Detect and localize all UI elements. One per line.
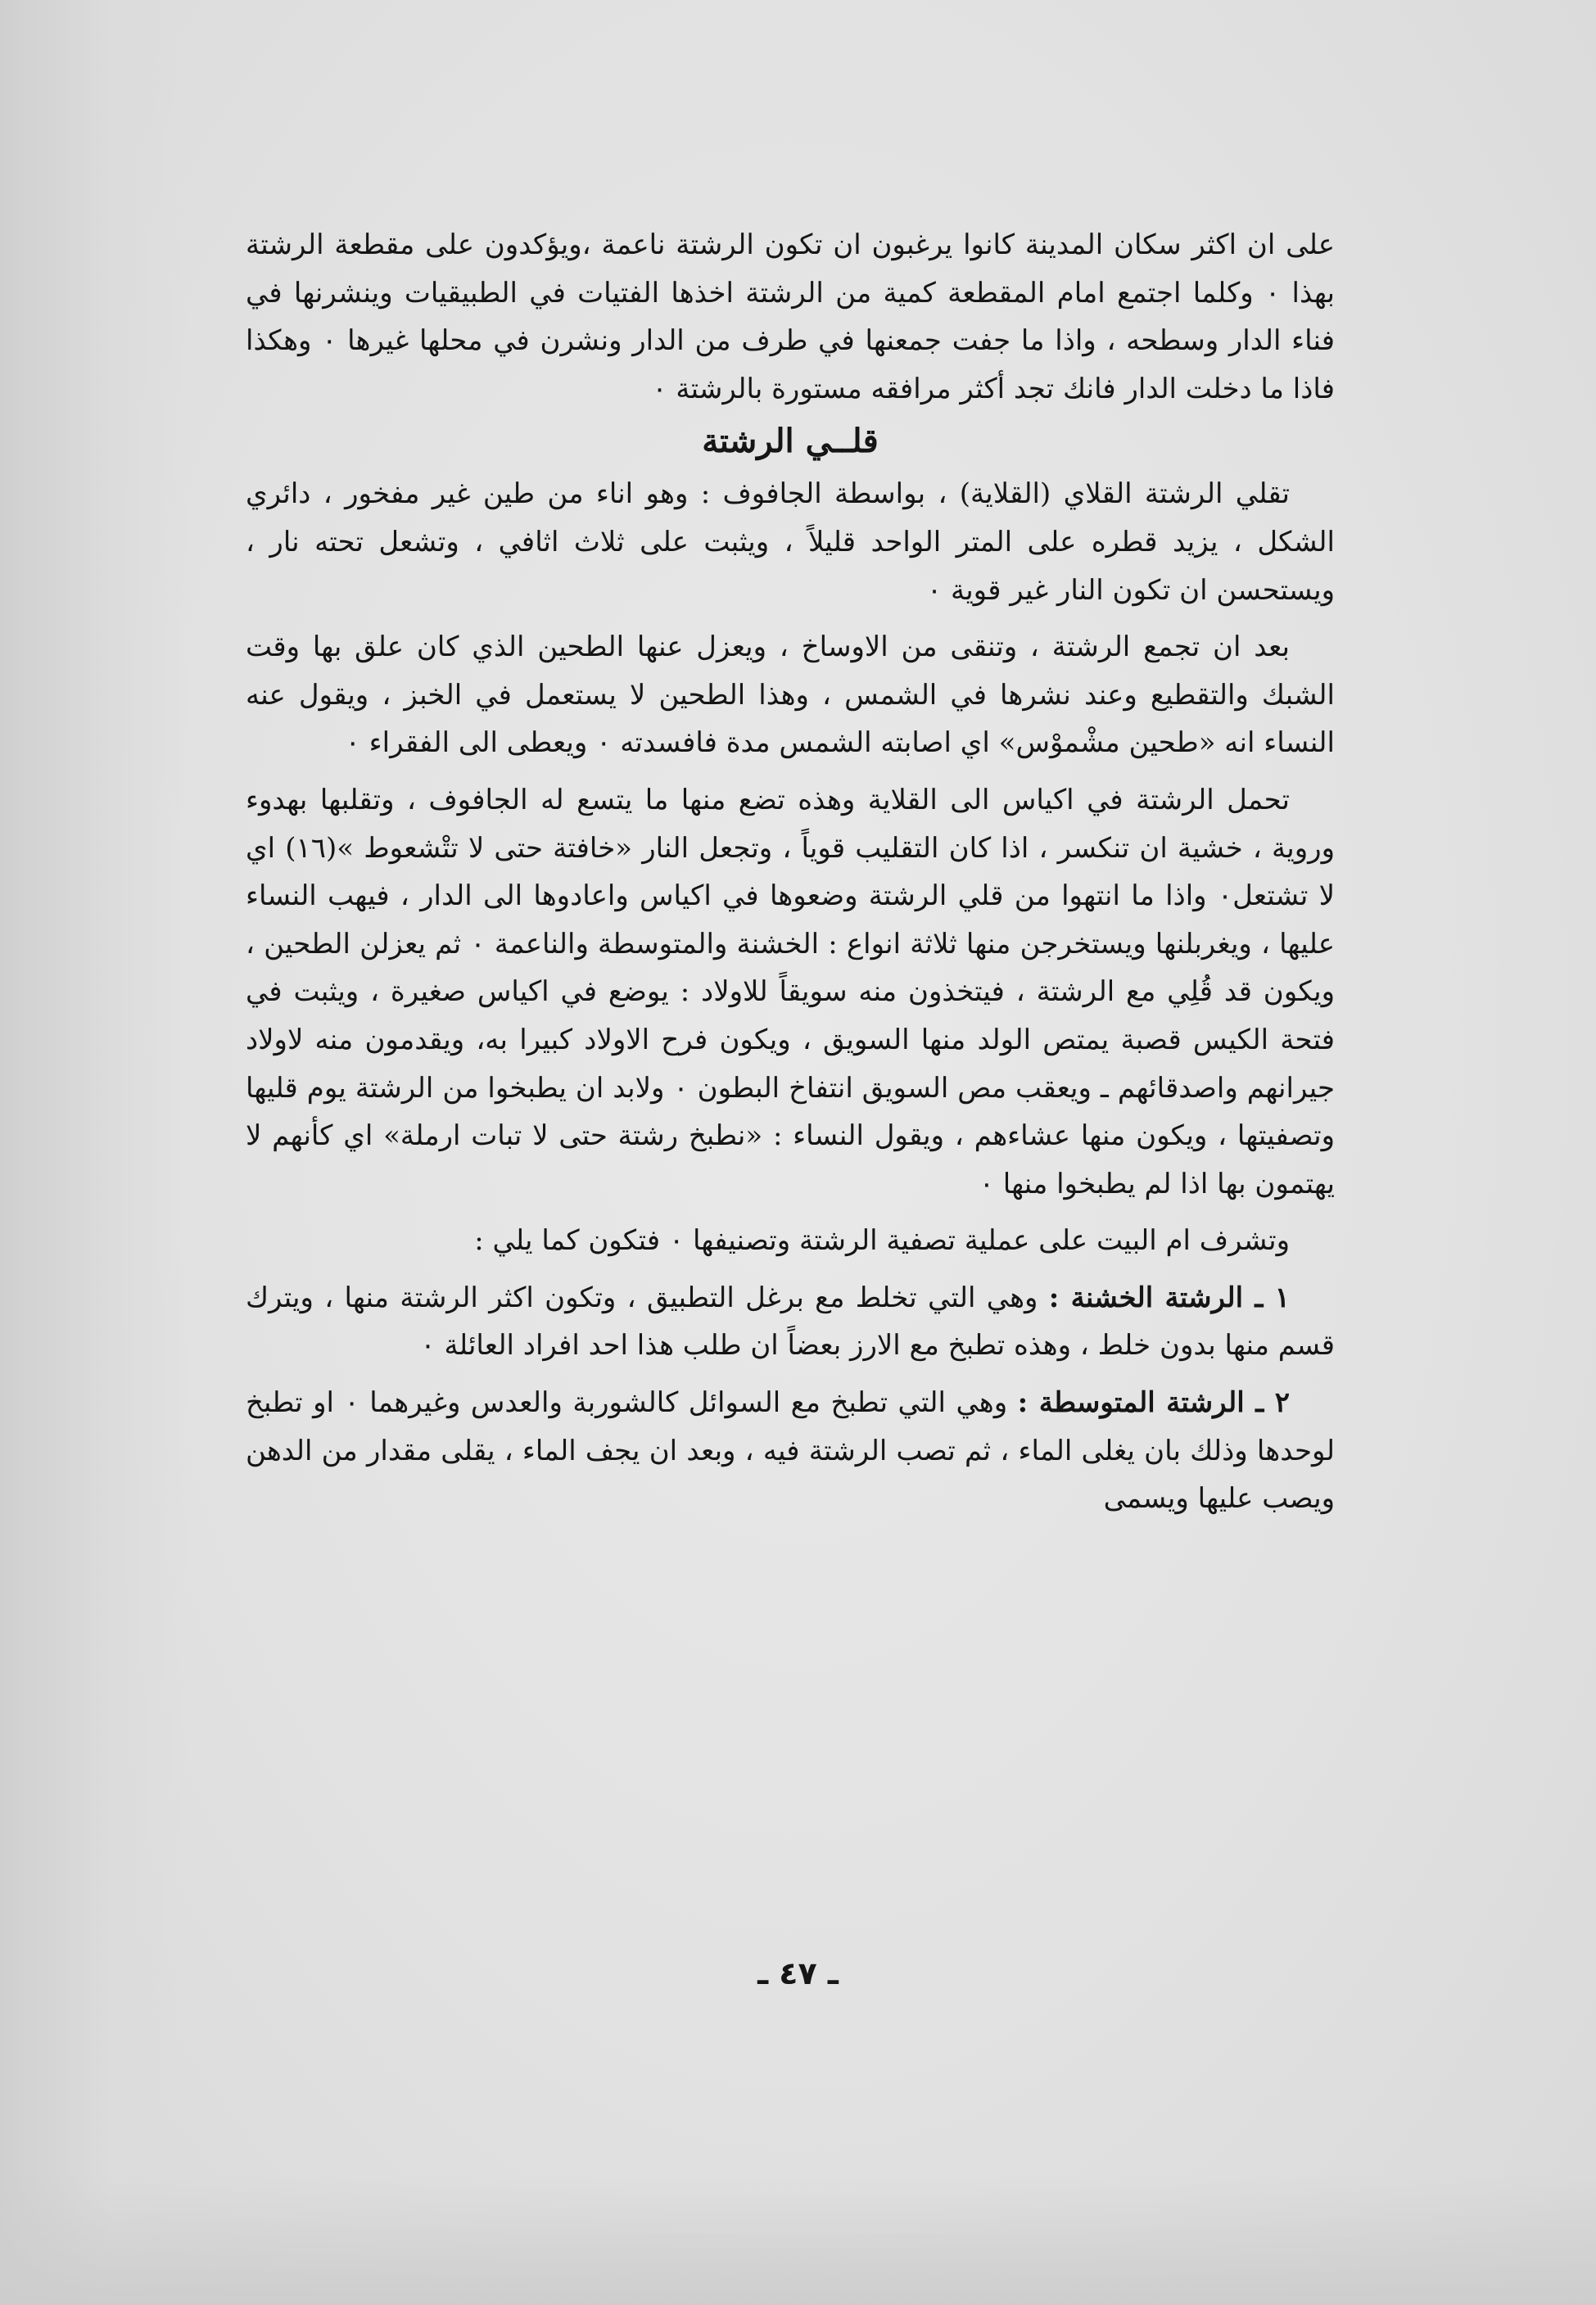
page-body bbox=[246, 221, 1335, 1523]
scan-shadow-bottom bbox=[0, 2174, 1596, 2305]
list-item-coarse-text: وهي التي تخلط مع برغل التطبيق ، وتكون اكثر الرشتة منها ، ويترك قسم منها بدون خلط ، وهذه تطبخ مع الارز بعضاً ان طلب هذا احد افراد العائلة ٠ bbox=[246, 1281, 1335, 1363]
list-item-medium-title: ٢ ـ الرشتة المتوسطة : bbox=[1017, 1386, 1291, 1420]
list-item-coarse bbox=[246, 1274, 1335, 1370]
paragraph-process: تحمل الرشتة في اكياس الى القلاية وهذه تضع منها ما يتسع له الجافوف ، وتقلبها بهدوء وروية ، خشية ان تنكسر ، اذا كان التقليب قوياً ، وتجعل النار «خافتة حتى لا تتْشعوط »(١٦) اي لا تشتعل٠ واذا ما انتهوا من قلي الرشتة وضعوها في اكياس واعادوها الى الدار ، فيهب النساء عليها ، ويغربلنها ويستخرجن منها ثلاثة انواع : الخشنة والمتوسطة والناعمة ٠ ثم يعزلن الطحين ، ويكون قد قُلِي مع الرشتة ، فيتخذون منه سويقاً للاولاد : يوضع في اكياس صغيرة ، ويثبت في فتحة الكيس قصبة يمتص الولد منها السويق ، ويكون فرح الاولاد كبيرا به، ويقدمون منه لاولاد جيرانهم واصدقائهم ـ ويعقب مص السويق انتفاخ البطون ٠ ولابد ان يطبخوا من الرشتة يوم قليها وتصفيتها ، ويكون منها عشاءهم ، ويقول النساء : «نطبخ رشتة حتى لا تبات ارملة» اي كأنهم لا يهتمون بها اذا لم يطبخوا منها ٠ bbox=[246, 783, 1335, 1200]
paragraph-top: على ان اكثر سكان المدينة كانوا يرغبون ان تكون الرشتة ناعمة ،ويؤكدون على مقطعة الرشتة بهذا ٠ وكلما اجتمع امام المقطعة كمية من الرشتة اخذها الفتيات في الطبيقيات وينشرنها في فناء الدار وسطحه ، واذا ما جفت جمعنها في طرف من الدار ونشرن في محلها غيرها ٠ وهكذا فاذا ما دخلت الدار فانك تجد أكثر مرافقه مستورة بالرشتة ٠ bbox=[246, 228, 1335, 405]
page-number: ـ ٤٧ ـ bbox=[757, 1955, 839, 1991]
section-heading: قلــي الرشتة bbox=[702, 422, 879, 461]
list-item-coarse-title: ١ ـ الرشتة الخشنة : bbox=[1048, 1281, 1290, 1314]
paragraph-sorting: وتشرف ام البيت على عملية تصفية الرشتة وتصنيفها ٠ فتكون كما يلي : bbox=[474, 1224, 1290, 1258]
paragraph-frying: تقلي الرشتة القلاي (القلاية) ، بواسطة الجافوف : وهو اناء من طين غير مفخور ، دائري الشكل ، يزيد قطره على المتر الواحد قليلاً ، ويثبت على ثلاث اثافي ، وتشعل تحته نار ، ويستحسن ان تكون النار غير قوية ٠ bbox=[246, 477, 1335, 607]
paragraph-flour: بعد ان تجمع الرشتة ، وتنقى من الاوساخ ، ويعزل عنها الطحين الذي كان علق بها وقت الشبك والتقطيع وعند نشرها في الشمس ، وهذا الطحين لا يستعمل في الخبز ، ويقول عنه النساء انه «طحين مشْموْس» اي اصابته الشمس مدة فافسدته ٠ ويعطى الى الفقراء ٠ bbox=[246, 630, 1335, 760]
list-item-medium-text: وهي التي تطبخ مع السوائل كالشوربة والعدس وغيرهما ٠ او تطبخ لوحدها وذلك بان يغلى الماء ، ثم تصب الرشتة فيه ، وبعد ان يجف الماء ، يقلى مقدار من الدهن ويصب عليها ويسمى bbox=[246, 1386, 1335, 1516]
list-item-medium bbox=[246, 1379, 1335, 1523]
